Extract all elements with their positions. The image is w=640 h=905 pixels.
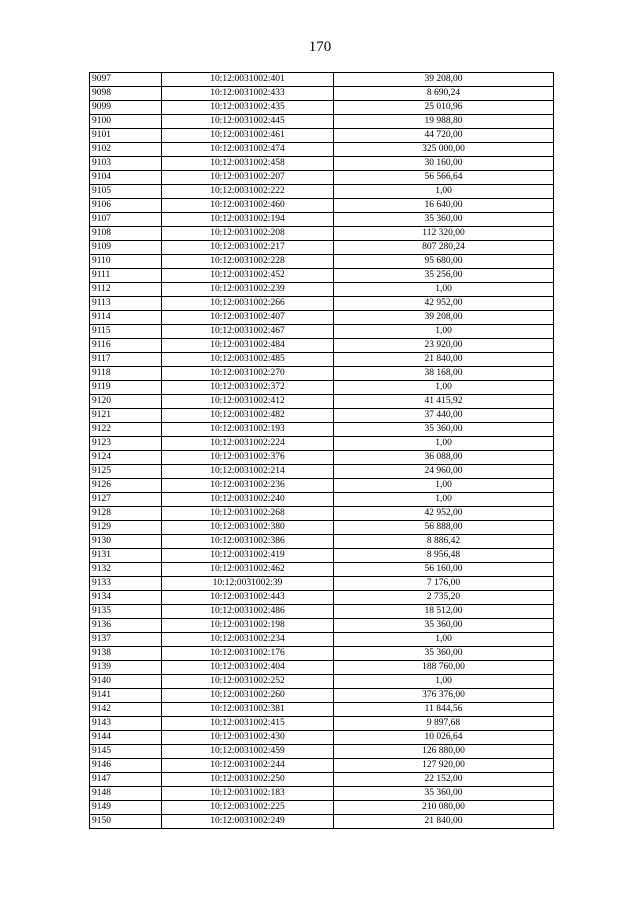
value-cell: 21 840,00 [334, 815, 554, 829]
value-cell: 38 168,00 [334, 367, 554, 381]
value-cell: 1,00 [334, 493, 554, 507]
value-cell: 188 760,00 [334, 661, 554, 675]
table-row [90, 787, 554, 801]
row-number-cell: 9098 [90, 87, 162, 101]
row-number-cell: 9112 [90, 283, 162, 297]
cadastral-number-cell: 10:12:0031002:372 [162, 381, 334, 395]
cadastral-number-cell: 10:12:0031002:217 [162, 241, 334, 255]
cadastral-number-cell: 10:12:0031002:485 [162, 353, 334, 367]
value-cell: 95 680,00 [334, 255, 554, 269]
row-number-cell: 9136 [90, 619, 162, 633]
row-number-cell: 9134 [90, 591, 162, 605]
row-number-cell: 9097 [90, 73, 162, 87]
cadastral-number-cell: 10:12:0031002:183 [162, 787, 334, 801]
table-row [90, 423, 554, 437]
cadastral-number-cell: 10:12:0031002:240 [162, 493, 334, 507]
row-number-cell: 9138 [90, 647, 162, 661]
value-cell: 1,00 [334, 381, 554, 395]
value-cell: 35 360,00 [334, 213, 554, 227]
cadastral-number-cell: 10:12:0031002:193 [162, 423, 334, 437]
row-number-cell: 9114 [90, 311, 162, 325]
table-row [90, 493, 554, 507]
table-row [90, 731, 554, 745]
row-number-cell: 9121 [90, 409, 162, 423]
table-row [90, 633, 554, 647]
row-number-cell: 9149 [90, 801, 162, 815]
value-cell: 35 360,00 [334, 423, 554, 437]
value-cell: 23 920,00 [334, 339, 554, 353]
table-row [90, 815, 554, 829]
cadastral-number-cell: 10:12:0031002:386 [162, 535, 334, 549]
table-body [90, 73, 554, 829]
value-cell: 7 176,00 [334, 577, 554, 591]
cadastral-number-cell: 10:12:0031002:266 [162, 297, 334, 311]
value-cell: 1,00 [334, 283, 554, 297]
value-cell: 210 080,00 [334, 801, 554, 815]
table-row [90, 339, 554, 353]
value-cell: 56 888,00 [334, 521, 554, 535]
row-number-cell: 9120 [90, 395, 162, 409]
table-row [90, 213, 554, 227]
table-row [90, 115, 554, 129]
table-row [90, 325, 554, 339]
value-cell: 56 160,00 [334, 563, 554, 577]
value-cell: 2 735,20 [334, 591, 554, 605]
cadastral-number-cell: 10:12:0031002:250 [162, 773, 334, 787]
table-row [90, 437, 554, 451]
cadastral-number-cell: 10:12:0031002:252 [162, 675, 334, 689]
table-row [90, 521, 554, 535]
table-row [90, 703, 554, 717]
cadastral-number-cell: 10:12:0031002:381 [162, 703, 334, 717]
table-row [90, 171, 554, 185]
value-cell: 8 690,24 [334, 87, 554, 101]
value-cell: 16 640,00 [334, 199, 554, 213]
row-number-cell: 9148 [90, 787, 162, 801]
value-cell: 56 566,64 [334, 171, 554, 185]
table-row [90, 535, 554, 549]
row-number-cell: 9135 [90, 605, 162, 619]
cadastral-number-cell: 10:12:0031002:486 [162, 605, 334, 619]
cadastral-number-cell: 10:12:0031002:236 [162, 479, 334, 493]
cadastral-number-cell: 10:12:0031002:435 [162, 101, 334, 115]
value-cell: 18 512,00 [334, 605, 554, 619]
row-number-cell: 9133 [90, 577, 162, 591]
table-row [90, 717, 554, 731]
table-row [90, 773, 554, 787]
cadastral-number-cell: 10:12:0031002:407 [162, 311, 334, 325]
value-cell: 376 376,00 [334, 689, 554, 703]
cadastral-number-cell: 10:12:0031002:445 [162, 115, 334, 129]
row-number-cell: 9119 [90, 381, 162, 395]
value-cell: 1,00 [334, 325, 554, 339]
cadastral-number-cell: 10:12:0031002:467 [162, 325, 334, 339]
table-row [90, 283, 554, 297]
table-row [90, 675, 554, 689]
value-cell: 44 720,00 [334, 129, 554, 143]
table-row [90, 157, 554, 171]
value-cell: 22 152,00 [334, 773, 554, 787]
cadastral-number-cell: 10:12:0031002:268 [162, 507, 334, 521]
table-row [90, 451, 554, 465]
cadastral-number-cell: 10:12:0031002:474 [162, 143, 334, 157]
row-number-cell: 9100 [90, 115, 162, 129]
row-number-cell: 9146 [90, 759, 162, 773]
cadastral-number-cell: 10:12:0031002:224 [162, 437, 334, 451]
table-row [90, 409, 554, 423]
cadastral-number-cell: 10:12:0031002:482 [162, 409, 334, 423]
cadastral-number-cell: 10:12:0031002:244 [162, 759, 334, 773]
row-number-cell: 9122 [90, 423, 162, 437]
row-number-cell: 9117 [90, 353, 162, 367]
value-cell: 35 360,00 [334, 787, 554, 801]
table-row [90, 801, 554, 815]
cadastral-number-cell: 10:12:0031002:380 [162, 521, 334, 535]
row-number-cell: 9139 [90, 661, 162, 675]
cadastral-number-cell: 10:12:0031002:228 [162, 255, 334, 269]
row-number-cell: 9099 [90, 101, 162, 115]
cadastral-number-cell: 10:12:0031002:225 [162, 801, 334, 815]
row-number-cell: 9143 [90, 717, 162, 731]
table-row [90, 101, 554, 115]
cadastral-number-cell: 10:12:0031002:239 [162, 283, 334, 297]
table-row [90, 185, 554, 199]
table-row [90, 745, 554, 759]
cadastral-number-cell: 10:12:0031002:401 [162, 73, 334, 87]
row-number-cell: 9106 [90, 199, 162, 213]
cadastral-number-cell: 10:12:0031002:459 [162, 745, 334, 759]
table-row [90, 577, 554, 591]
table-row [90, 353, 554, 367]
cadastral-number-cell: 10:12:0031002:452 [162, 269, 334, 283]
value-cell: 11 844,56 [334, 703, 554, 717]
value-cell: 35 360,00 [334, 647, 554, 661]
value-cell: 42 952,00 [334, 297, 554, 311]
table-row [90, 563, 554, 577]
row-number-cell: 9103 [90, 157, 162, 171]
cadastral-number-cell: 10:12:0031002:249 [162, 815, 334, 829]
row-number-cell: 9109 [90, 241, 162, 255]
row-number-cell: 9118 [90, 367, 162, 381]
value-cell: 8 956,48 [334, 549, 554, 563]
value-cell: 126 880,00 [334, 745, 554, 759]
row-number-cell: 9110 [90, 255, 162, 269]
cadastral-number-cell: 10:12:0031002:39 [162, 577, 334, 591]
value-cell: 1,00 [334, 437, 554, 451]
table-row [90, 269, 554, 283]
cadastral-number-cell: 10:12:0031002:484 [162, 339, 334, 353]
row-number-cell: 9131 [90, 549, 162, 563]
value-cell: 39 208,00 [334, 311, 554, 325]
row-number-cell: 9127 [90, 493, 162, 507]
cadastral-number-cell: 10:12:0031002:458 [162, 157, 334, 171]
cadastral-number-cell: 10:12:0031002:430 [162, 731, 334, 745]
cadastral-value-table [89, 72, 554, 829]
table-row [90, 143, 554, 157]
row-number-cell: 9111 [90, 269, 162, 283]
table-row [90, 367, 554, 381]
cadastral-number-cell: 10:12:0031002:194 [162, 213, 334, 227]
cadastral-number-cell: 10:12:0031002:443 [162, 591, 334, 605]
cadastral-number-cell: 10:12:0031002:433 [162, 87, 334, 101]
row-number-cell: 9102 [90, 143, 162, 157]
value-cell: 127 920,00 [334, 759, 554, 773]
row-number-cell: 9137 [90, 633, 162, 647]
value-cell: 807 280,24 [334, 241, 554, 255]
table-row [90, 605, 554, 619]
cadastral-number-cell: 10:12:0031002:234 [162, 633, 334, 647]
row-number-cell: 9129 [90, 521, 162, 535]
value-cell: 42 952,00 [334, 507, 554, 521]
cadastral-number-cell: 10:12:0031002:207 [162, 171, 334, 185]
value-cell: 36 088,00 [334, 451, 554, 465]
row-number-cell: 9128 [90, 507, 162, 521]
row-number-cell: 9150 [90, 815, 162, 829]
table-row [90, 549, 554, 563]
row-number-cell: 9144 [90, 731, 162, 745]
value-cell: 1,00 [334, 675, 554, 689]
cadastral-number-cell: 10:12:0031002:415 [162, 717, 334, 731]
row-number-cell: 9132 [90, 563, 162, 577]
value-cell: 30 160,00 [334, 157, 554, 171]
row-number-cell: 9123 [90, 437, 162, 451]
row-number-cell: 9126 [90, 479, 162, 493]
table-row [90, 129, 554, 143]
row-number-cell: 9124 [90, 451, 162, 465]
table-row [90, 73, 554, 87]
row-number-cell: 9147 [90, 773, 162, 787]
cadastral-number-cell: 10:12:0031002:419 [162, 549, 334, 563]
value-cell: 325 000,00 [334, 143, 554, 157]
cadastral-number-cell: 10:12:0031002:412 [162, 395, 334, 409]
page-number: 170 [308, 39, 332, 55]
value-cell: 39 208,00 [334, 73, 554, 87]
row-number-cell: 9141 [90, 689, 162, 703]
value-cell: 1,00 [334, 479, 554, 493]
value-cell: 25 010,96 [334, 101, 554, 115]
table-row [90, 479, 554, 493]
table-row [90, 255, 554, 269]
value-cell: 24 960,00 [334, 465, 554, 479]
row-number-cell: 9125 [90, 465, 162, 479]
value-cell: 21 840,00 [334, 353, 554, 367]
cadastral-number-cell: 10:12:0031002:214 [162, 465, 334, 479]
table-row [90, 689, 554, 703]
table-row [90, 199, 554, 213]
value-cell: 1,00 [334, 185, 554, 199]
cadastral-number-cell: 10:12:0031002:376 [162, 451, 334, 465]
table-row [90, 241, 554, 255]
cadastral-number-cell: 10:12:0031002:198 [162, 619, 334, 633]
table-row [90, 381, 554, 395]
cadastral-number-cell: 10:12:0031002:176 [162, 647, 334, 661]
table-row [90, 661, 554, 675]
value-cell: 41 415,92 [334, 395, 554, 409]
cadastral-number-cell: 10:12:0031002:404 [162, 661, 334, 675]
value-cell: 35 360,00 [334, 619, 554, 633]
table-row [90, 297, 554, 311]
table-row [90, 591, 554, 605]
table-row [90, 395, 554, 409]
table-row [90, 227, 554, 241]
value-cell: 19 988,80 [334, 115, 554, 129]
table-row [90, 311, 554, 325]
cadastral-number-cell: 10:12:0031002:270 [162, 367, 334, 381]
table-row [90, 507, 554, 521]
row-number-cell: 9108 [90, 227, 162, 241]
row-number-cell: 9105 [90, 185, 162, 199]
cadastral-number-cell: 10:12:0031002:462 [162, 563, 334, 577]
value-cell: 35 256,00 [334, 269, 554, 283]
row-number-cell: 9130 [90, 535, 162, 549]
value-cell: 112 320,00 [334, 227, 554, 241]
table-row [90, 87, 554, 101]
table-row [90, 619, 554, 633]
cadastral-number-cell: 10:12:0031002:208 [162, 227, 334, 241]
row-number-cell: 9101 [90, 129, 162, 143]
row-number-cell: 9107 [90, 213, 162, 227]
cadastral-number-cell: 10:12:0031002:460 [162, 199, 334, 213]
row-number-cell: 9115 [90, 325, 162, 339]
cadastral-number-cell: 10:12:0031002:222 [162, 185, 334, 199]
table-row [90, 759, 554, 773]
row-number-cell: 9145 [90, 745, 162, 759]
value-cell: 1,00 [334, 633, 554, 647]
table-row [90, 465, 554, 479]
row-number-cell: 9116 [90, 339, 162, 353]
row-number-cell: 9142 [90, 703, 162, 717]
value-cell: 9 897,68 [334, 717, 554, 731]
table-row [90, 647, 554, 661]
row-number-cell: 9140 [90, 675, 162, 689]
cadastral-number-cell: 10:12:0031002:461 [162, 129, 334, 143]
value-cell: 8 886,42 [334, 535, 554, 549]
row-number-cell: 9113 [90, 297, 162, 311]
value-cell: 10 026,64 [334, 731, 554, 745]
cadastral-number-cell: 10:12:0031002:260 [162, 689, 334, 703]
value-cell: 37 440,00 [334, 409, 554, 423]
row-number-cell: 9104 [90, 171, 162, 185]
